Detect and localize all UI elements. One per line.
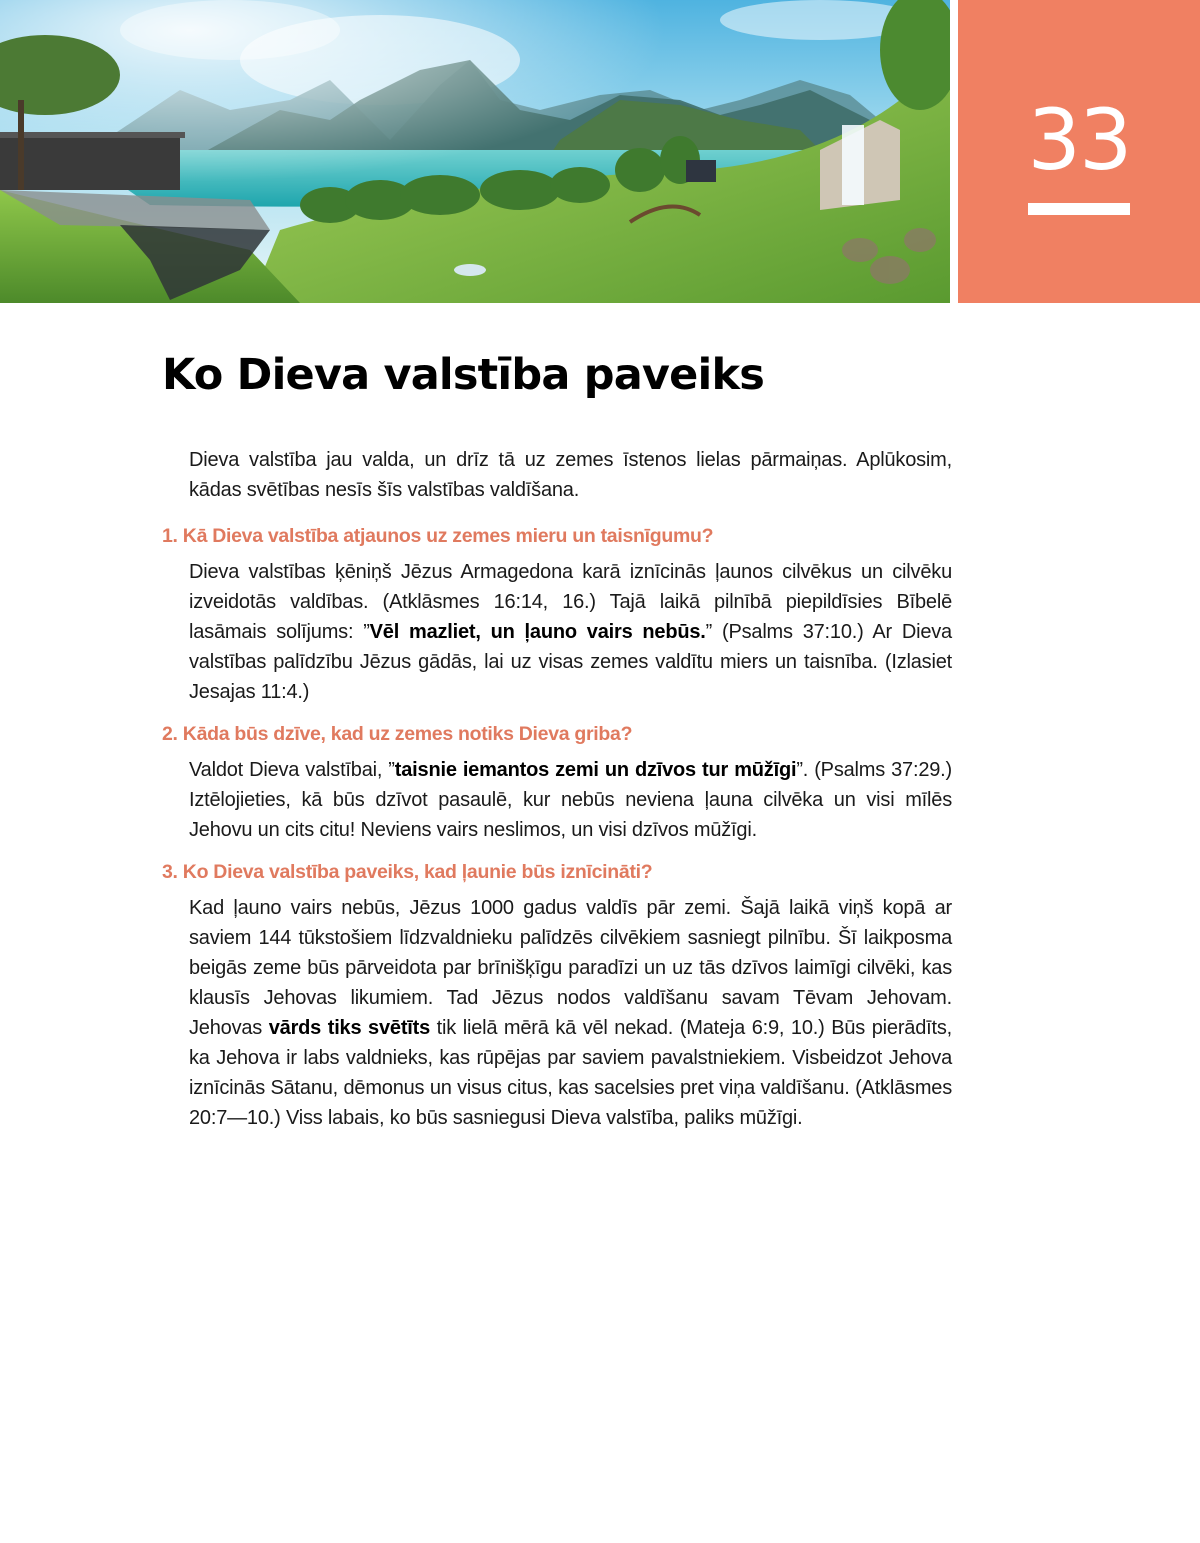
cottage: [686, 160, 716, 182]
chapter-number-box: [958, 0, 1200, 303]
landscape-illustration: [0, 0, 950, 303]
section-2: [162, 721, 952, 845]
scripture-quote: Vēl mazliet, un ļauno vairs nebūs.: [369, 621, 706, 643]
answer-paragraph: Valdot Dieva valstībai, ”taisnie iemantos zemi un dzīvos tur mūžīgi”. (Psalms 37:29.) Iztēlojieties, kā būs dzīvot pasaulē, kur nebūs neviena ļauna cilvēka un visi mīlēs Jehovu un cits citu! Neviens vairs neslimos, un visi dzīvos mūžīgi.: [189, 759, 952, 841]
answer-paragraph: Dieva valstības ķēniņš Jēzus Armagedona karā iznīcinās ļaunos cilvēkus un cilvēku izveidotās valdības. (Atklāsmes 16:14, 16.) Tajā laikā pilnībā piepildīsies Bībelē lasāmais solījums: ”Vēl mazliet, un ļauno vairs nebūs.” (Psalms 37:10.) Ar Dieva valstības palīdzību Jēzus gādās, lai uz visas zemes valdītu miers un taisnība. (Izlasiet Jesajas 11:4.): [189, 561, 952, 703]
question-heading: 2. Kāda būs dzīve, kad uz zemes notiks Dieva griba?: [162, 723, 633, 745]
intro-paragraph: Dieva valstība jau valda, un drīz tā uz zemes īstenos lielas pārmaiņas. Aplūkosim, kādas svētības nesīs šīs valstības valdīšana.: [189, 449, 952, 501]
answer-paragraph: Kad ļauno vairs nebūs, Jēzus 1000 gadus valdīs pār zemi. Šajā laikā viņš kopā ar saviem 144 tūkstošiem līdzvaldnieku palīdzēs cilvēkiem sasniegt pilnību. Šī laikposma beigās zeme būs pārveidota par brīnišķīgu paradīzi un uz tās dzīvos laimīgi cilvēki, kas klausīs Jehovas likumiem. Tad Jēzus nodos valdīšanu savam Tēvam Jehovam. Jehovas vārds tiks svētīts tik lielā mērā kā vēl nekad. (Mateja 6:9, 10.) Būs pierādīts, ka Jehova ir labs valdnieks, kas rūpējas par saviem pavalstniekiem. Visbeidzot Jehova iznīcinās Sātanu, dēmonus un visus citus, kas sacelsies pret viņa valdīšanu. (Atklāsmes 20:7—10.) Viss labais, ko būs sasniegusi Dieva valstība, paliks mūžīgi.: [189, 897, 952, 1129]
chapter-underline: [1028, 203, 1130, 215]
question-heading: 1. Kā Dieva valstība atjaunos uz zemes mieru un taisnīgumu?: [162, 525, 714, 547]
terrace-house: [0, 135, 180, 190]
section-1: [162, 523, 952, 707]
scripture-quote: taisnie iemantos zemi un dzīvos tur mūžīgi: [394, 759, 797, 781]
waterfall: [842, 125, 864, 205]
scripture-quote: vārds tiks svētīts: [268, 1017, 431, 1039]
page-title: Ko Dieva valstība paveiks: [162, 350, 765, 400]
lesson-content: [162, 445, 952, 1133]
fountain: [454, 264, 486, 276]
question-heading: 3. Ko Dieva valstība paveiks, kad ļaunie būs iznīcināti?: [162, 861, 653, 883]
chapter-number: 33: [1027, 91, 1131, 189]
section-3: [162, 859, 952, 1133]
hero-landscape-image: [0, 0, 950, 303]
